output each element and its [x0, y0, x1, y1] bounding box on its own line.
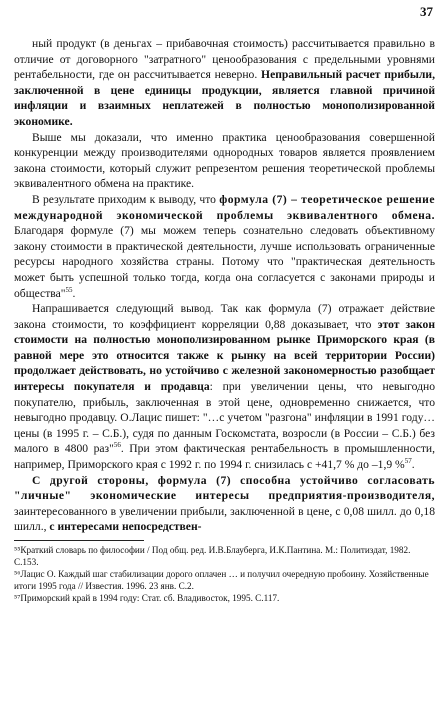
main-text	[14, 6, 435, 604]
footnote-55: ⁵⁵Краткий словарь по философии / Под общ. ред. И.В.Блауберга, И.К.Пантина. М.: Политиздат, 1982. С.153.	[14, 545, 411, 567]
text-run: : при увеличении цены, что невыгодно покупателю, прибыль, заключенная в этой цене, одновременно снижается, что невыгодно продавцу. О.Лацис пишет: "…с учетом "разгона" инфляции в 1991 году…цены (в 1995 г. – С.Б.), судя по данным Госкомстата, возросли (в России – С.Б.) без малого в 4800 раз"	[14, 380, 435, 456]
text-run: .	[72, 286, 76, 300]
footnote-57: ⁵⁷Приморский край в 1994 году: Стат. сб. Владивосток, 1995. С.117.	[14, 593, 280, 603]
paragraph-1	[14, 36, 435, 130]
text-run: , с 0,08 шилл. до 0,18 шилл.,	[14, 504, 435, 534]
bold-run: этот закон стоимости на полностью монополизированном рынке Приморского края (в равной мере это относится также к рынку на всей территории России) продолжает действовать, но устойчиво с железной закономерностью разобщает интересы покупателя и продавца	[14, 317, 436, 394]
bold-run: Неправильный расчет прибыли, заключенной в цене единицы продукции, является главной причиной инфляции и взаимных неплатежей в полностью монополизированной экономике.	[14, 68, 435, 128]
text-run: . При этом фактическая рентабельность в промышленности, например, Приморского края с 1992 г. по 1994 г. снизилась с +41,7 % до –1,9 %	[14, 442, 436, 472]
bold-run: С другой стороны, формула (7) способна устойчиво согласовать "личные" экономические интересы предприятия-производителя,	[14, 473, 435, 503]
bold-run: с интересами непосредствен-	[49, 520, 202, 534]
text-run: В результате приходим к выводу, что	[32, 192, 220, 206]
footnote-ref-55: 55	[65, 285, 73, 294]
paragraph-2	[14, 130, 435, 192]
paragraph-5	[14, 473, 435, 535]
paragraph-4	[14, 301, 435, 473]
page-number: 37	[420, 4, 433, 19]
bold-run: формула (7) – теоретическое решение международной экономической проблемы эквивалентного обмена.	[14, 192, 436, 222]
footnote-ref-56: 56	[113, 441, 121, 450]
text-run: ный продукт (в деньгах – прибавочная стоимость) рассчитывается правильно в отличие от договорного "затратного" ценообразования с предельными уровнями рентабельности, где он рассчитывается неверно.	[14, 37, 435, 82]
paragraph-3	[14, 192, 435, 301]
footnote-56: ⁵⁶Лацис О. Каждый шаг стабилизации дорого оплачен … и получил очередную пробоину. Хозяйственные итоги 1995 года // Известия. 1996. 23 янв. С.2.	[14, 569, 429, 591]
footnote-ref-57: 57	[404, 457, 412, 466]
text-run: Благодаря формуле (7) мы можем теперь сознательно следовать объективному закону стоимости в практической деятельности, лучше использовать ограниченные ресурсы народного хозяйства страны. Потому что "практическая деятельность может быть успешной только тогда, когда она согласуется с законами природы и общества"	[14, 224, 435, 300]
text-run: Напрашивается следующий вывод. Так как формула (7) отражает действие закона стоимости, то коэффициент корреляции 0,88 доказывает, что	[14, 302, 435, 331]
text-run: .	[411, 458, 415, 472]
text-run: заинтересованного в увеличении прибыли, заключенной в цене	[14, 504, 330, 518]
text-run: Выше мы доказали, что именно практика ценообразования совершенной конкуренции между производителями однородных товаров является проявлением закона стоимости, который служит репрезентом решения теоретической проблемы эквивалентного обмена на практике.	[14, 130, 435, 191]
footnote-divider	[14, 540, 144, 541]
